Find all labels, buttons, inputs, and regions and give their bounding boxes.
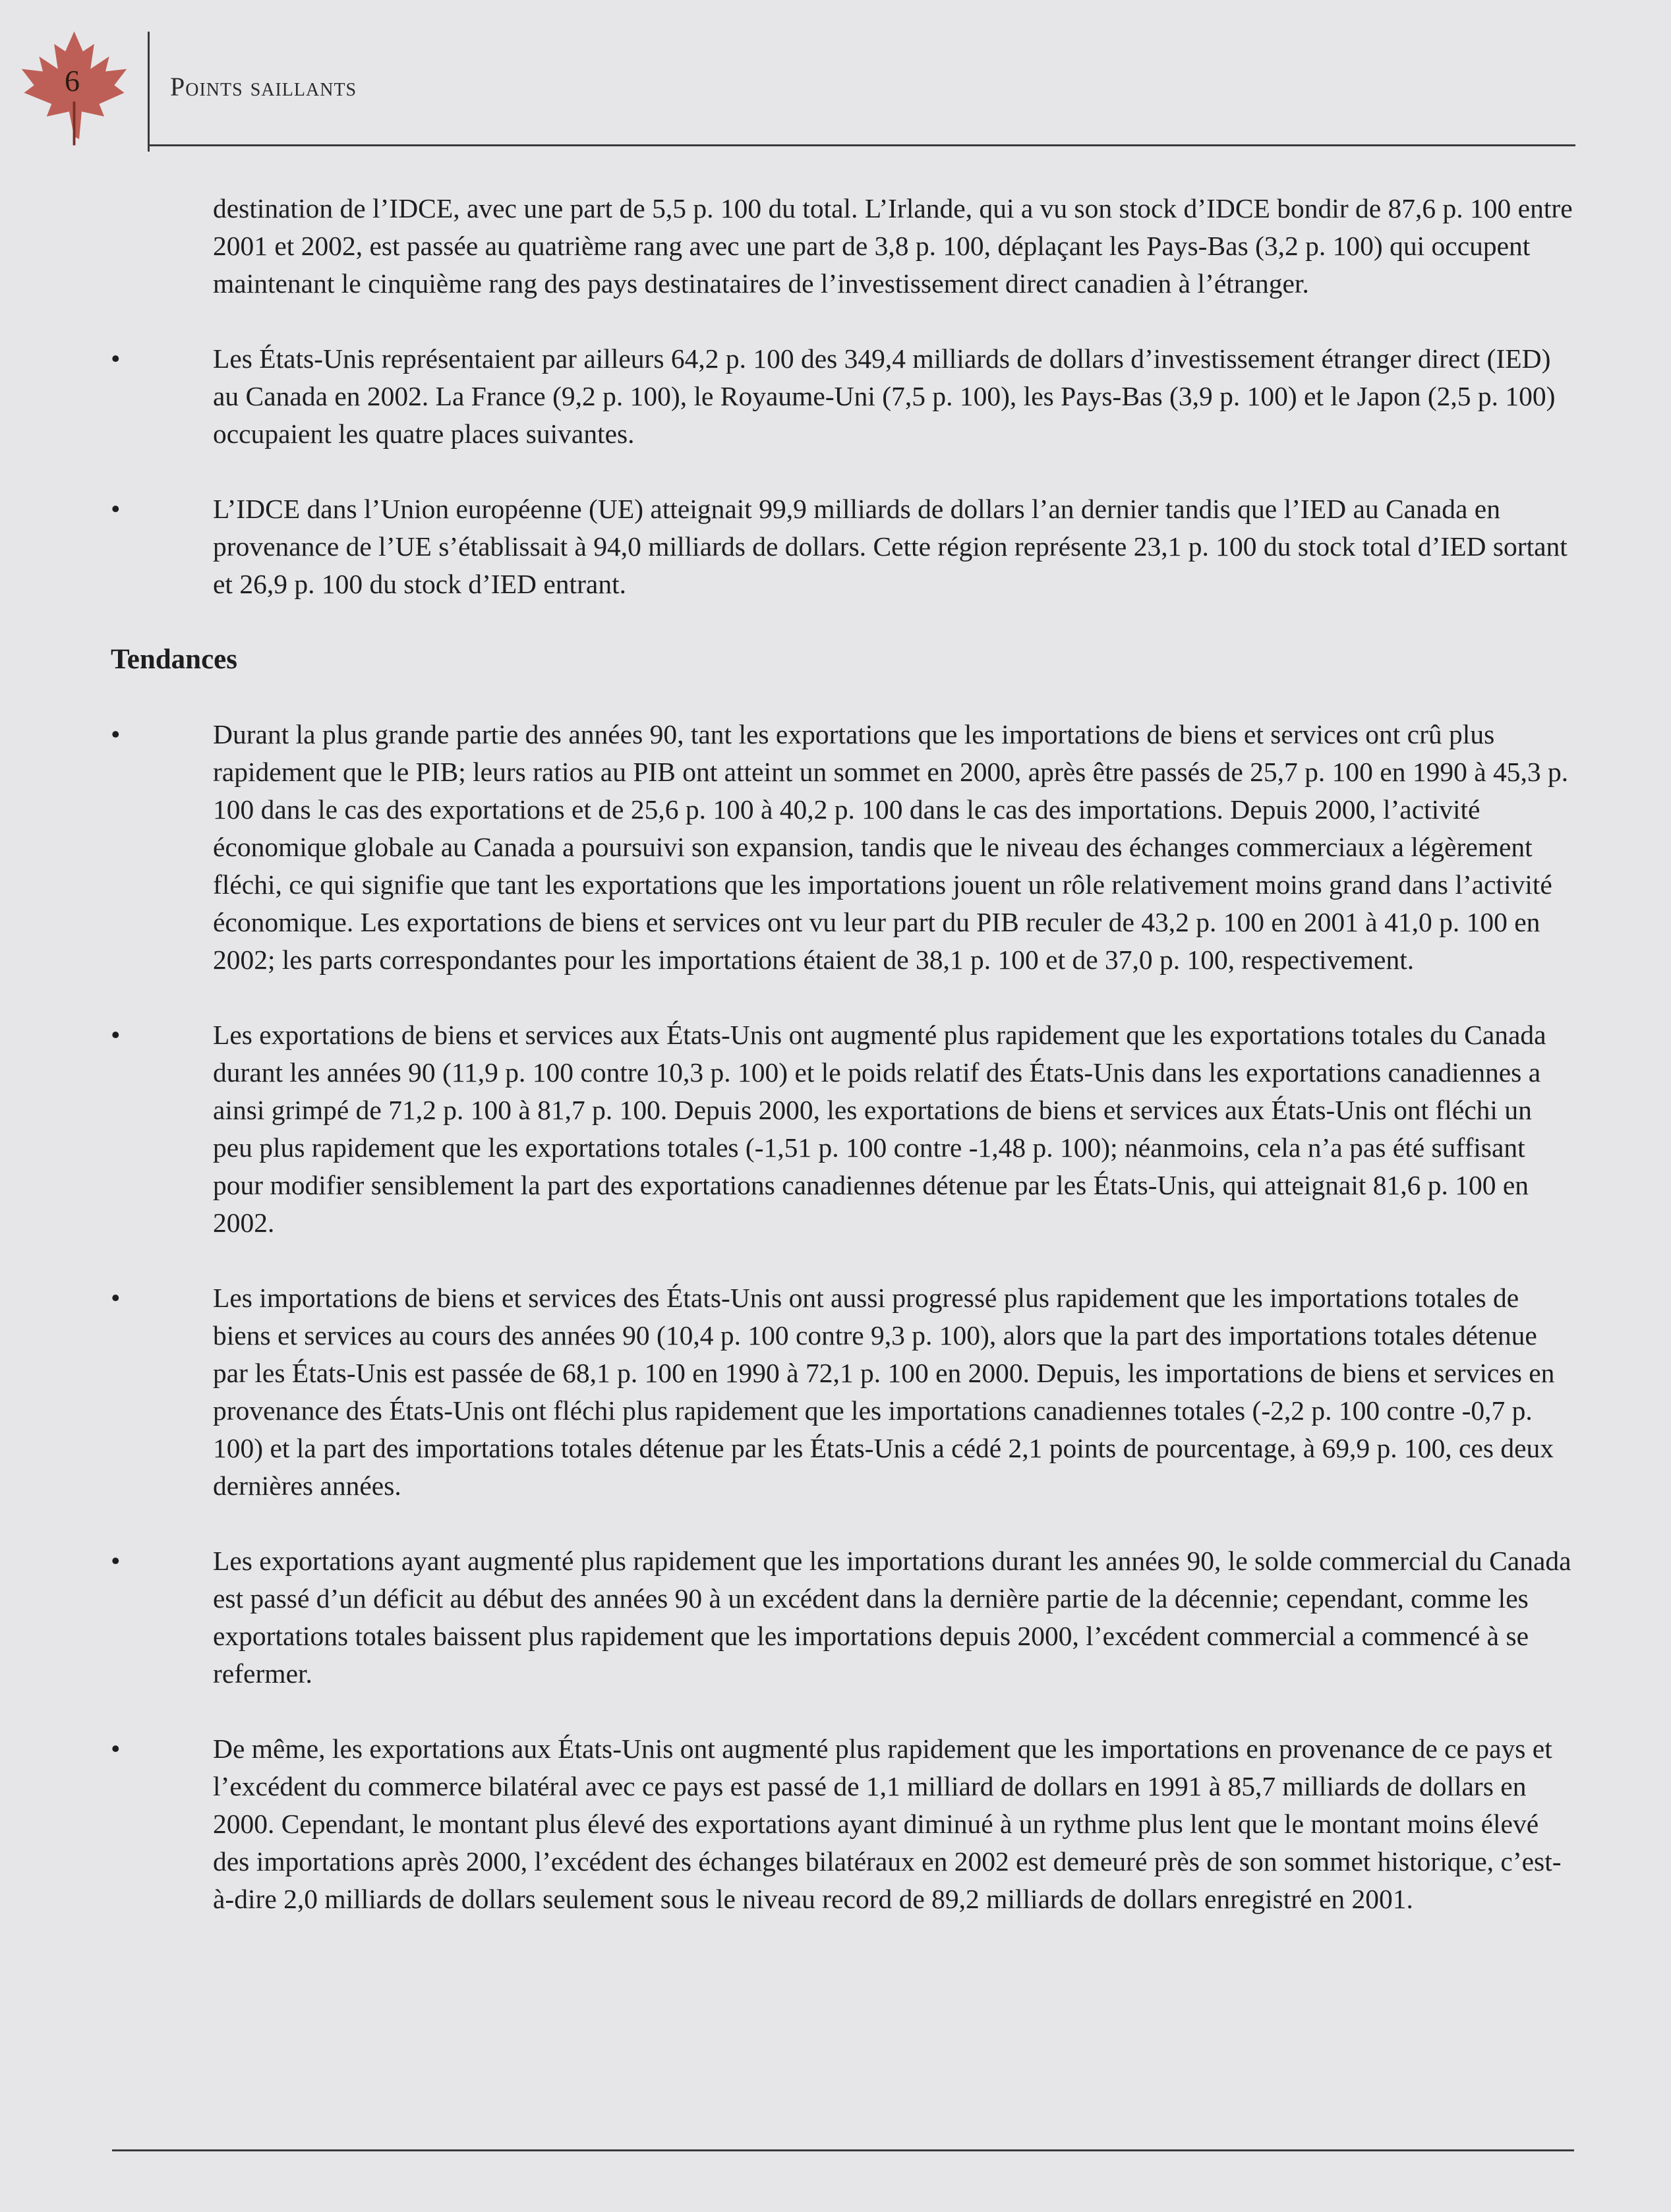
bullet-item — [111, 716, 1575, 979]
page-number: 6 — [65, 64, 80, 98]
bullet-text: L’IDCE dans l’Union européenne (UE) atteignait 99,9 milliards de dollars l’an dernier tandis que l’IED au Canada en provenance de l’UE s’établissait à 94,0 milliards de dollars. Cette région représente 23,1 p. 100 du stock total d’IED sortant et 26,9 p. 100 du stock d’IED entrant. — [213, 494, 1568, 599]
header-rule — [148, 144, 1575, 146]
bullet-text: Durant la plus grande partie des années 90, tant les exportations que les importations de biens et services ont crû plus rapidement que le PIB; leurs ratios au PIB ont atteint un sommet en 2000, après être passés de 25,7 p. 100 en 1990 à 45,3 p. 100 dans le cas des exportations et de 25,6 p. 100 à 40,2 p. 100 dans le cas des importations. Depuis 2000, l’activité économique globale au Canada a poursuivi son expansion, tandis que le niveau des échanges commerciaux a légèrement fléchi, ce qui signifie que tant les exportations que les importations jouent un rôle relativement moins grand dans l’activité économique. Les exportations de biens et services ont vu leur part du PIB reculer de 43,2 p. 100 en 2001 à 41,0 p. 100 en 2002; les parts correspondantes pour les importations étaient de 38,1 p. 100 et de 37,0 p. 100, respectivement. — [213, 719, 1569, 975]
section-heading: Tendances — [111, 644, 237, 675]
bullet-text: Les importations de biens et services des États-Unis ont aussi progressé plus rapidement que les importations totales de biens et services au cours des années 90 (10,4 p. 100 contre 9,3 p. 100), alors que la part des importations totales détenue par les États-Unis est passée de 68,1 p. 100 en 1990 à 72,1 p. 100 en 2000. Depuis, les importations de biens et services en provenance des États-Unis ont fléchi plus rapidement que les importations canadiennes totales (-2,2 p. 100 contre -0,7 p. 100) et la part des importations totales détenue par les États-Unis a cédé 2,1 points de pourcentage, à 69,9 p. 100, ces deux dernières années. — [213, 1283, 1555, 1501]
header-vertical-rule — [148, 32, 150, 152]
bullet-icon: • — [111, 494, 121, 524]
page-body — [111, 190, 1575, 1956]
bullet-item — [111, 1016, 1575, 1242]
section-title: Points saillants — [170, 72, 357, 102]
page-header — [0, 0, 1671, 152]
bullet-item — [111, 1279, 1575, 1505]
bullet-icon: • — [111, 343, 121, 374]
bullet-text: Les États-Unis représentaient par ailleurs 64,2 p. 100 des 349,4 milliards de dollars d’investissement étranger direct (IED) au Canada en 2002. La France (9,2 p. 100), le Royaume-Uni (7,5 p. 100), les Pays-Bas (3,9 p. 100) et le Japon (2,5 p. 100) occupaient les quatre places suivantes. — [213, 343, 1556, 449]
bullet-item — [111, 340, 1575, 453]
bullet-text: Les exportations ayant augmenté plus rapidement que les importations durant les années 90, le solde commercial du Canada est passé d’un déficit au début des années 90 à un excédent dans la dernière partie de la décennie; cependant, comme les exportations totales baissent plus rapidement que les importations depuis 2000, l’excédent commercial a commencé à se refermer. — [213, 1546, 1571, 1689]
bullet-icon: • — [111, 1283, 121, 1313]
bullet-icon: • — [111, 1733, 121, 1764]
bullet-item — [111, 1730, 1575, 1918]
footer-rule — [112, 2149, 1574, 2151]
continuation-paragraph: destination de l’IDCE, avec une part de 5,5 p. 100 du total. L’Irlande, qui a vu son stock d’IDCE bondir de 87,6 p. 100 entre 2001 et 2002, est passée au quatrième rang avec une part de 3,8 p. 100, déplaçant les Pays-Bas (3,2 p. 100) qui occupent maintenant le cinquième rang des pays destinataires de l’investissement direct canadien à l’étranger. — [213, 193, 1573, 299]
bullet-icon: • — [111, 1020, 121, 1050]
bullet-icon: • — [111, 719, 121, 749]
bullet-text: De même, les exportations aux États-Unis ont augmenté plus rapidement que les importations en provenance de ce pays et l’excédent du commerce bilatéral avec ce pays est passé de 1,1 milliard de dollars en 1991 à 85,7 milliards de dollars en 2000. Cependant, le montant plus élevé des exportations ayant diminué à un rythme plus lent que le montant moins élevé des importations après 2000, l’excédent des échanges bilatéraux en 2002 est demeuré près de son sommet historique, c’est-à-dire 2,0 milliards de dollars seulement sous le niveau record de 89,2 milliards de dollars enregistré en 2001. — [213, 1733, 1562, 1914]
bullet-text: Les exportations de biens et services aux États-Unis ont augmenté plus rapidement que les exportations totales du Canada durant les années 90 (11,9 p. 100 contre 10,3 p. 100) et le poids relatif des États-Unis dans les exportations canadiennes a ainsi grimpé de 71,2 p. 100 à 81,7 p. 100. Depuis 2000, les exportations de biens et services aux États-Unis ont fléchi un peu plus rapidement que les exportations totales (-1,51 p. 100 contre -1,48 p. 100); néanmoins, cela n’a pas été suffisant pour modifier sensiblement la part des exportations canadiennes détenue par les États-Unis, qui atteignait 81,6 p. 100 en 2002. — [213, 1020, 1546, 1238]
bullet-item — [111, 1542, 1575, 1693]
bullet-item — [111, 490, 1575, 603]
bullet-icon: • — [111, 1546, 121, 1576]
